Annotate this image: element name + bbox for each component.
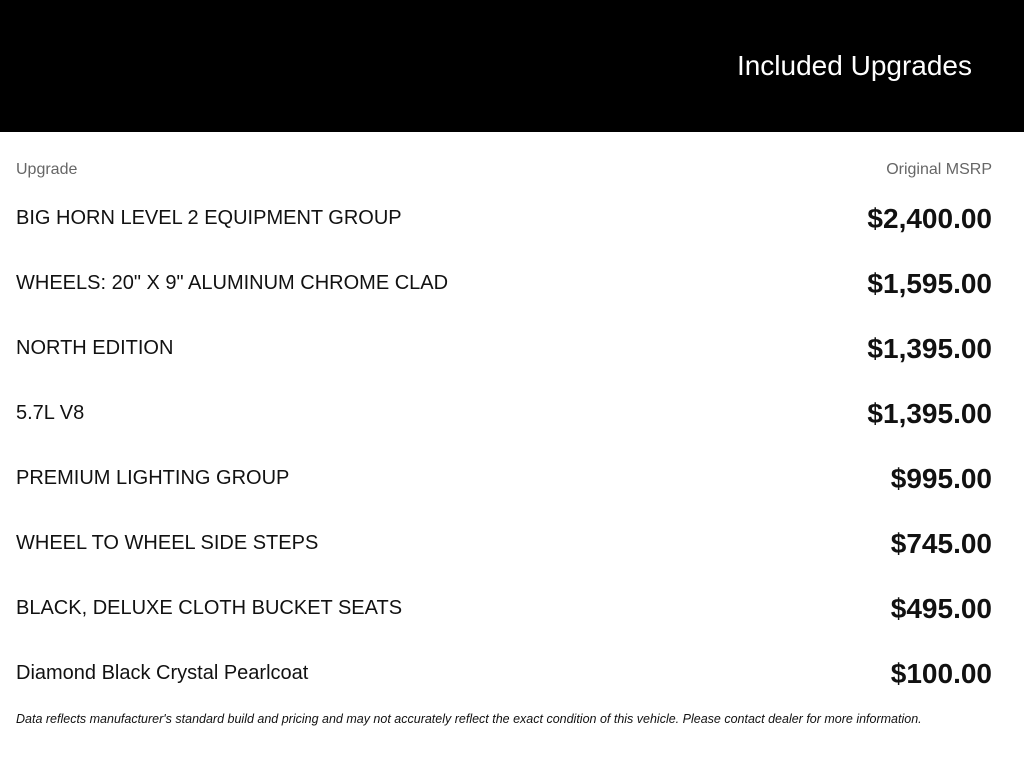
table-row: [16, 251, 992, 316]
upgrade-name: BIG HORN LEVEL 2 EQUIPMENT GROUP: [16, 207, 402, 229]
upgrade-price: $495.00: [890, 592, 992, 624]
upgrade-price: $995.00: [890, 462, 992, 494]
column-header-msrp: Original MSRP: [886, 161, 992, 178]
page-title: Included Upgrades: [736, 50, 972, 81]
upgrade-name: BLACK, DELUXE CLOTH BUCKET SEATS: [16, 597, 403, 619]
disclaimer-text: Data reflects manufacturer's standard build and pricing and may not accurately reflect the exact condition of this vehicle. Please contact dealer for more information.: [16, 712, 922, 726]
table-row: [16, 576, 992, 641]
table-row: [16, 511, 992, 576]
table-header: [16, 154, 992, 186]
upgrade-price: $1,595.00: [867, 267, 992, 299]
upgrade-name: 5.7L V8: [16, 402, 85, 424]
upgrade-name: WHEELS: 20" X 9" ALUMINUM CHROME CLAD: [16, 272, 449, 294]
table-row: [16, 381, 992, 446]
upgrades-table: [16, 154, 992, 706]
upgrade-name: NORTH EDITION: [16, 337, 174, 359]
table-row: [16, 641, 992, 706]
upgrade-name: WHEEL TO WHEEL SIDE STEPS: [16, 532, 319, 554]
table-row: [16, 186, 992, 251]
column-header-upgrade: Upgrade: [16, 161, 78, 178]
upgrade-price: $745.00: [890, 527, 992, 559]
table-body: [16, 186, 992, 706]
upgrade-price: $100.00: [890, 657, 992, 689]
header-banner: [0, 0, 1024, 132]
table-row: [16, 316, 992, 381]
upgrade-name: PREMIUM LIGHTING GROUP: [16, 467, 290, 489]
upgrade-price: $1,395.00: [867, 332, 992, 364]
upgrade-price: $2,400.00: [867, 202, 992, 234]
upgrade-name: Diamond Black Crystal Pearlcoat: [16, 662, 309, 684]
upgrade-price: $1,395.00: [867, 397, 992, 429]
table-row: [16, 446, 992, 511]
